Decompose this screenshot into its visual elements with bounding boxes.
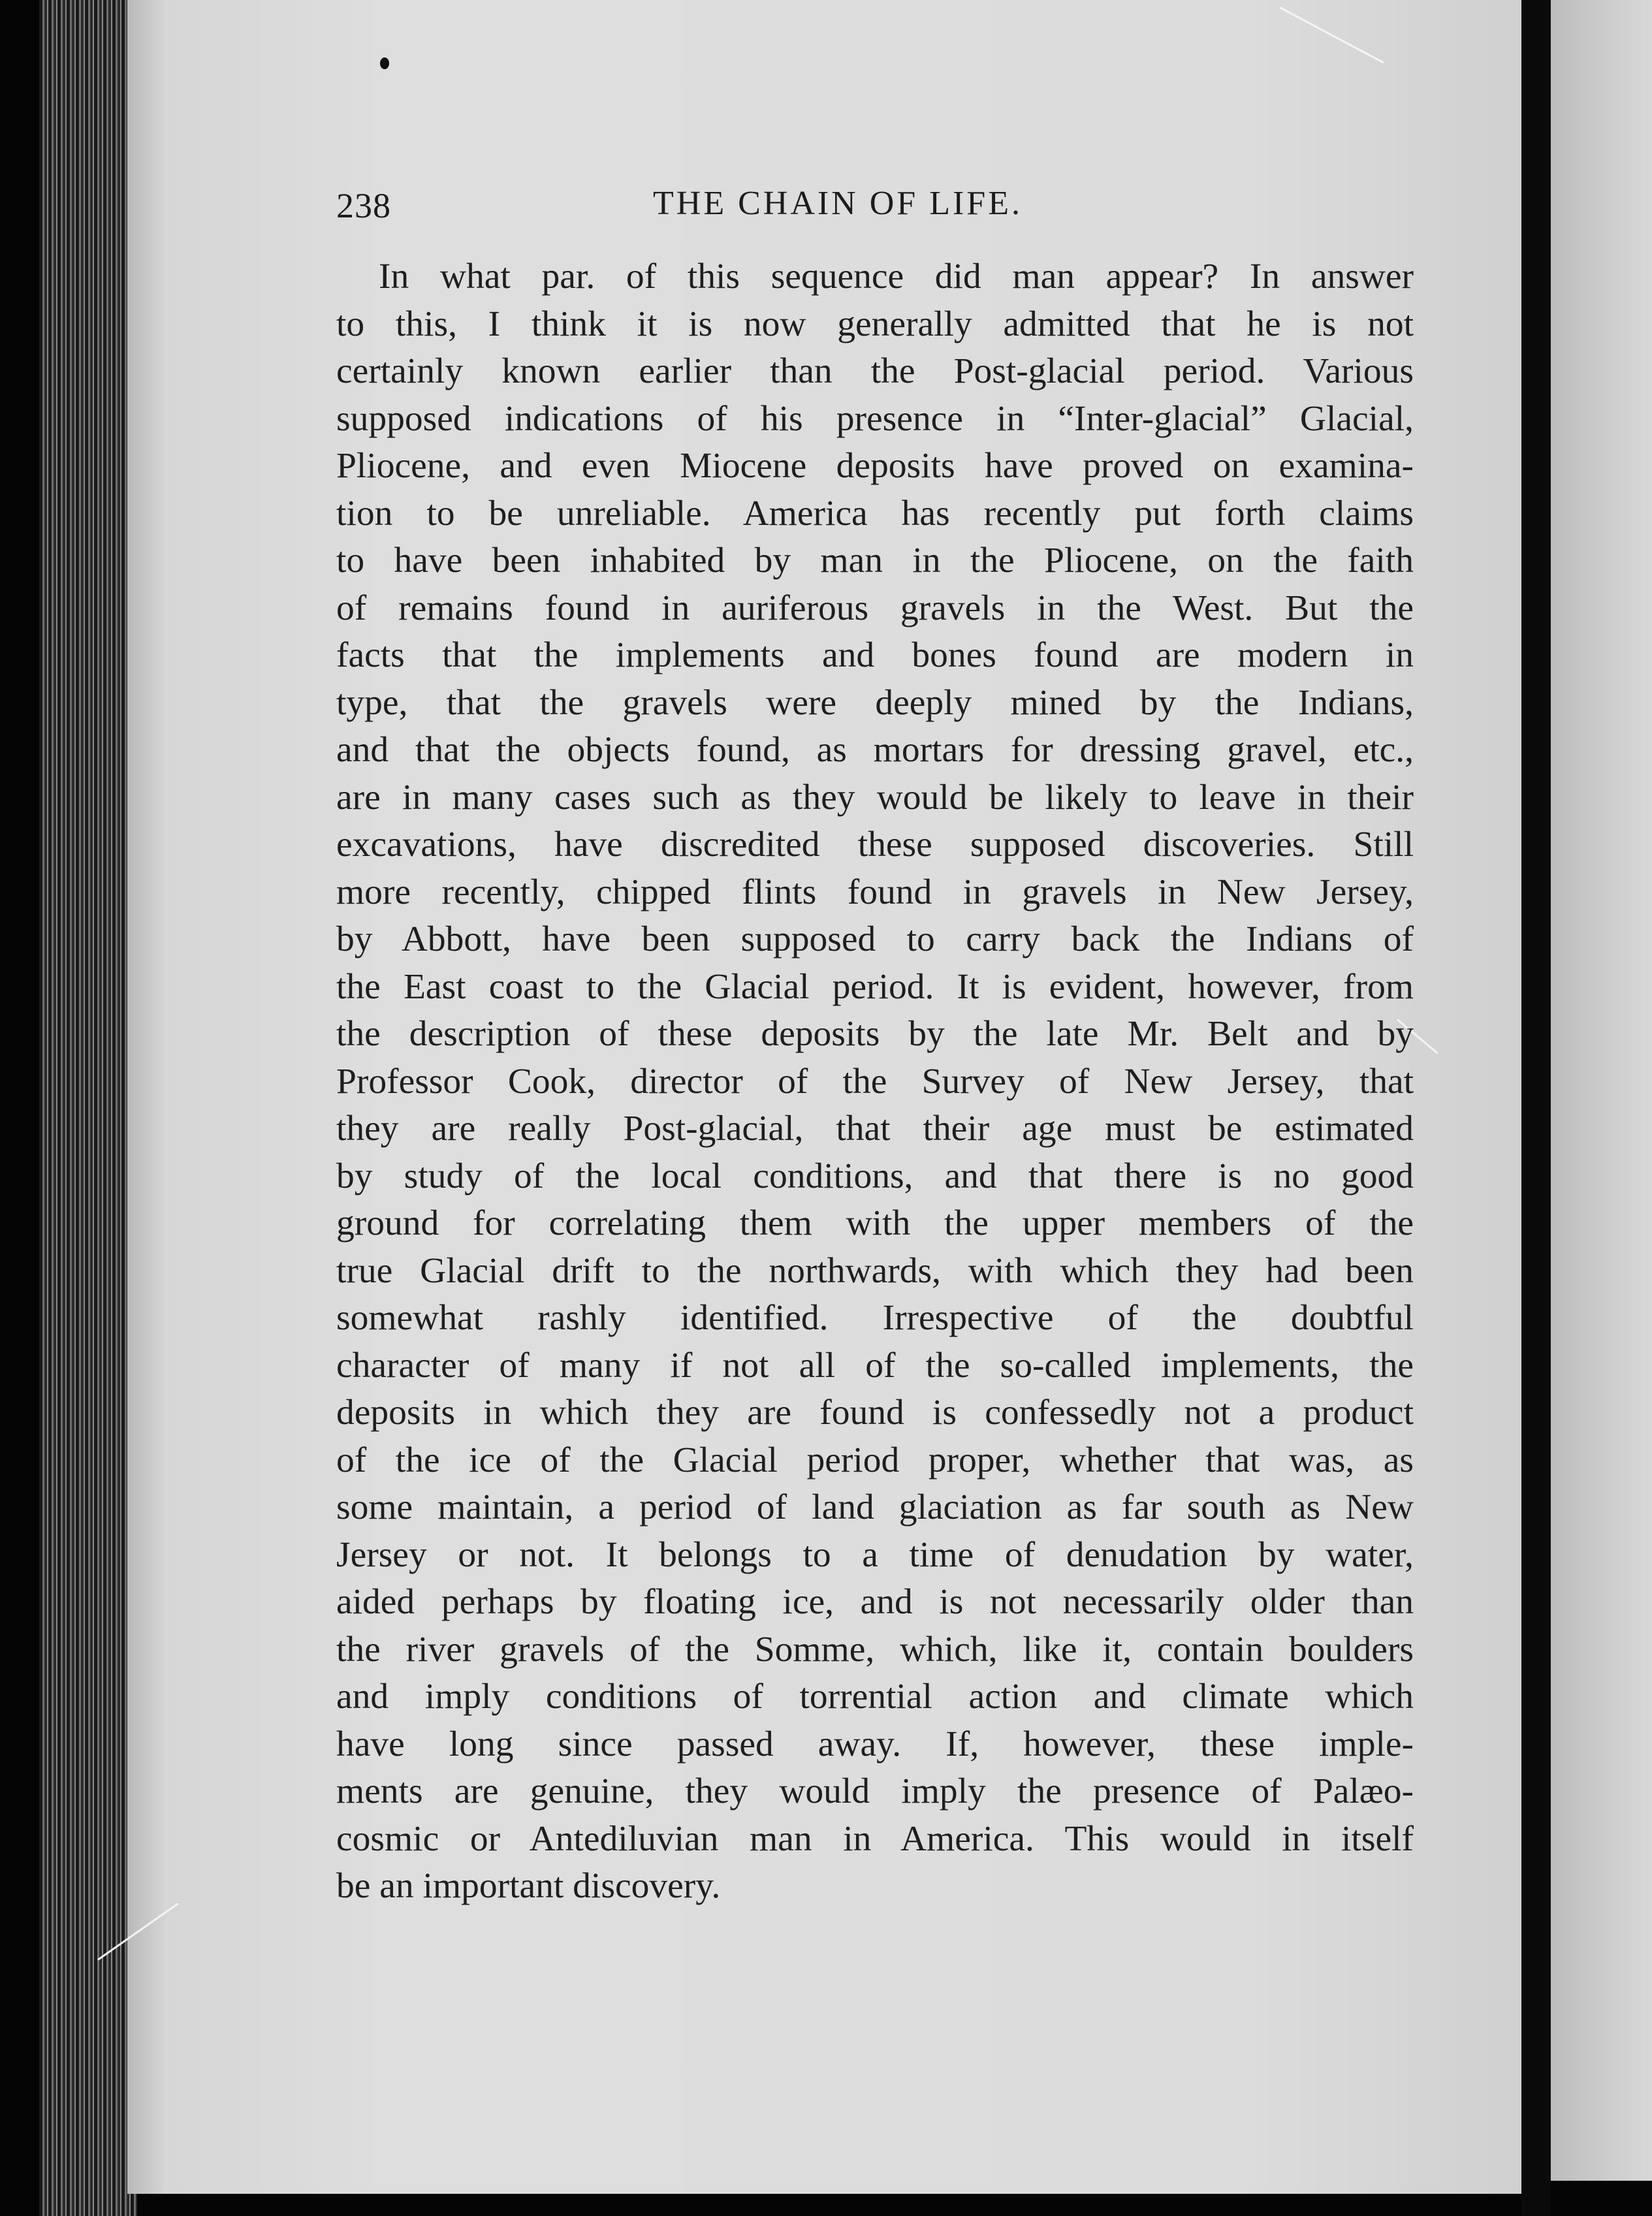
text-line: ground for correlating them with the upper members of the: [336, 1203, 1414, 1243]
page-header: [336, 182, 1407, 234]
text-line: deposits in which they are found is confessedly not a product: [336, 1393, 1414, 1432]
text-line: character of many if not all of the so-called implements, the: [336, 1345, 1414, 1385]
text-line: aided perhaps by floating ice, and is not necessarily older than: [336, 1582, 1414, 1622]
text-line: to this, I think it is now generally admitted that he is not: [336, 304, 1414, 344]
text-line: by study of the local conditions, and that there is no good: [336, 1156, 1414, 1196]
text-line: Professor Cook, director of the Survey of New Jersey, that: [336, 1061, 1414, 1101]
text-line: and imply conditions of torrential action and climate which: [336, 1677, 1414, 1717]
text-line: and that the objects found, as mortars for dressing gravel, etc.,: [336, 730, 1414, 770]
text-line: cosmic or Antediluvian man in America. This would in itself: [336, 1818, 1414, 1859]
text-line: excavations, have discredited these supposed discoveries. Still: [336, 825, 1414, 864]
text-line: have long since passed away. If, however, these imple-: [336, 1724, 1414, 1764]
text-line: certainly known earlier than the Post-glacial period. Various: [336, 351, 1414, 391]
book-page-edges: [39, 0, 137, 2216]
text-line: the description of these deposits by the late Mr. Belt and by: [336, 1014, 1414, 1054]
text-line: ments are genuine, they would imply the presence of Palæo-: [336, 1771, 1414, 1811]
text-line: true Glacial drift to the northwards, with which they had been: [336, 1250, 1414, 1291]
text-line: type, that the gravels were deeply mined by the Indians,: [336, 682, 1414, 723]
text-line: the river gravels of the Somme, which, like it, contain boulders: [336, 1629, 1414, 1670]
text-line: supposed indications of his presence in “Inter-glacial” Glacial,: [336, 398, 1414, 439]
text-line: Pliocene, and even Miocene deposits have proved on examina-: [336, 446, 1414, 486]
text-line: more recently, chipped flints found in gravels in New Jersey,: [336, 872, 1414, 912]
running-head: THE CHAIN OF LIFE.: [653, 185, 1023, 222]
text-line: the East coast to the Glacial period. It is evident, however, from: [336, 966, 1414, 1007]
text-line: facts that the implements and bones found are modern in: [336, 635, 1414, 675]
text-line: are in many cases such as they would be likely to leave in their: [336, 777, 1414, 817]
body-text: [336, 253, 1414, 1910]
text-line: by Abbott, have been supposed to carry back the Indians of: [336, 919, 1414, 959]
book-gutter: [1521, 0, 1551, 2216]
text-line: of remains found in auriferous gravels in the West. But the: [336, 588, 1414, 628]
text-line: Jersey or not. It belongs to a time of denudation by water,: [336, 1534, 1414, 1575]
text-line: they are really Post-glacial, that their age must be estimated: [336, 1109, 1414, 1148]
text-line: be an important discovery.: [336, 1866, 721, 1906]
adjacent-page-edge: [1551, 0, 1652, 2181]
ink-spot: [380, 57, 389, 69]
text-line: somewhat rashly identified. Irrespective of the doubtful: [336, 1298, 1414, 1338]
text-line: some maintain, a period of land glaciation as far south as New: [336, 1487, 1414, 1527]
text-line: In what par. of this sequence did man appear? In answer: [379, 257, 1414, 296]
text-line: to have been inhabited by man in the Pliocene, on the faith: [336, 541, 1414, 580]
text-line: of the ice of the Glacial period proper, whether that was, as: [336, 1440, 1414, 1480]
page-number: 238: [336, 186, 391, 225]
text-line: tion to be unreliable. America has recently put forth claims: [336, 493, 1414, 533]
